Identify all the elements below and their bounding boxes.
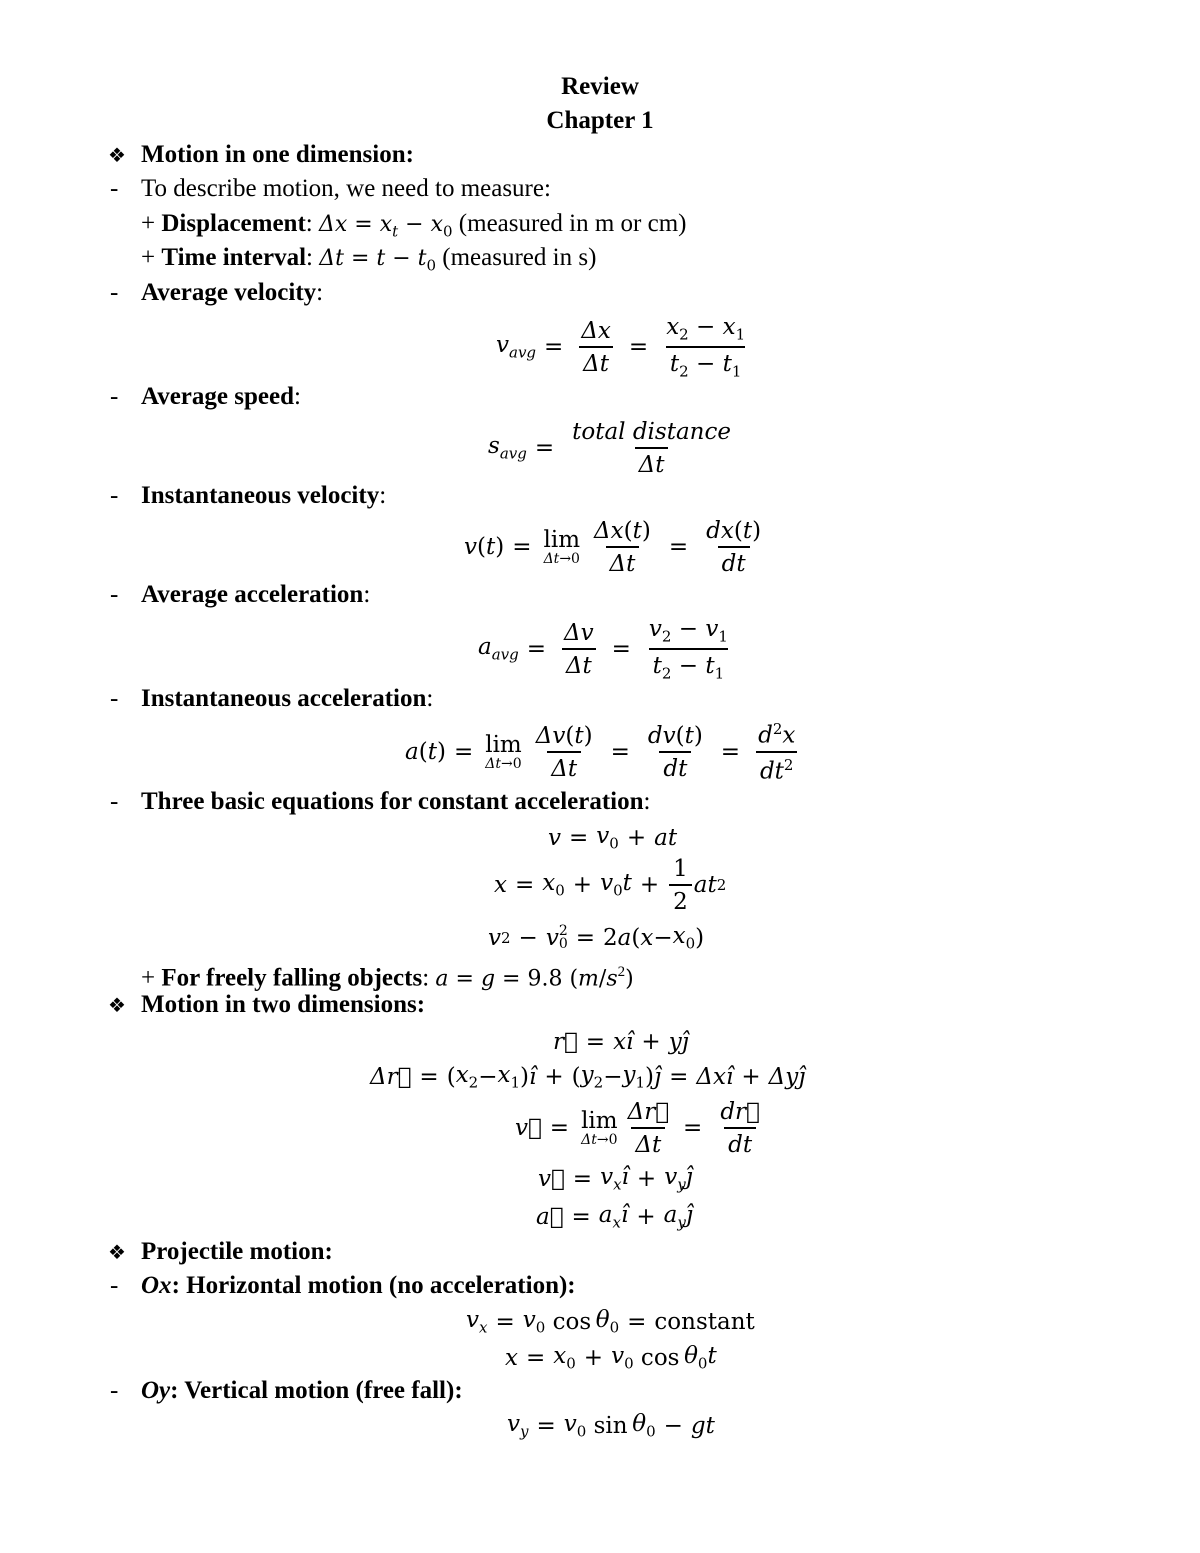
- diamond-bullet-icon: ❖: [108, 1240, 126, 1264]
- displacement-vector-equation: Δr⃗ = ( $x_2$ − $x_1$ ) î + ( $y_2$ − $y_1$ ) ĵ = Δxî + Δyĵ: [370, 1062, 806, 1092]
- diamond-bullet-icon: ❖: [108, 993, 126, 1017]
- inst-acceleration-equation: a ( t ) = lim Δt→0 $\frac{\Delta v(t)}{\Delta t}$ = $\frac{dv(t)}{dt}$ = $\frac{d^2x}{dt^2}$: [405, 718, 805, 786]
- acceleration-components-equation: a⃗ = $a_xî$ + $a_yĵ$: [536, 1202, 693, 1232]
- page-subtitle: Chapter 1: [546, 107, 654, 134]
- kinematic-equation-2: x = $x_0$ + $v_0t$ + $\frac{1}{2}$ at 2: [494, 855, 727, 915]
- avg-speed-equation: $s_{avg}$ = $\frac{\text{total distance}}{\Delta t}$: [488, 418, 731, 478]
- avg-velocity-equation: $v_{avg}$ = $\frac{\Delta x}{\Delta t}$ = $\frac{x_2 - x_1}{t_2 - t_1}$: [496, 313, 746, 381]
- page-title: Review: [561, 73, 639, 100]
- horizontal-position-equation: x = $x_0$ + $v_0$ cos $\theta_0t$: [505, 1343, 717, 1373]
- vertical-velocity-equation: $v_y$ = $v_0$ sin $\theta_0$ − gt: [507, 1411, 715, 1441]
- kinematic-equation-1: v = $v_0$ + at: [548, 823, 678, 853]
- velocity-components-equation: v⃗ = $v_xî$ + $v_yĵ$: [538, 1164, 693, 1194]
- avg-acceleration-equation: $a_{avg}$ = $\frac{\Delta v}{\Delta t}$ = $\frac{v_2 - v_1}{t_2 - t_1}$: [478, 615, 728, 683]
- velocity-vector-limit-equation: v⃗ = lim Δt→0 $\frac{\Delta r⃗}{\Delta t}$ = $\frac{dr⃗}{dt}$: [515, 1098, 760, 1158]
- horizontal-velocity-equation: $v_x$ = $v_0$ cos $\theta_0$ = constant: [466, 1307, 755, 1337]
- inst-velocity-equation: v ( t ) = lim Δt→0 $\frac{\Delta x(t)}{\Delta t}$ = $\frac{dx(t)}{dt}$: [464, 517, 762, 577]
- kinematic-equation-3: v 2 − v 2 0 = 2 a ( x − $x_0$ ): [488, 923, 705, 953]
- diamond-bullet-icon: ❖: [108, 143, 126, 167]
- position-vector-equation: r⃗ = xî + yĵ: [553, 1029, 689, 1055]
